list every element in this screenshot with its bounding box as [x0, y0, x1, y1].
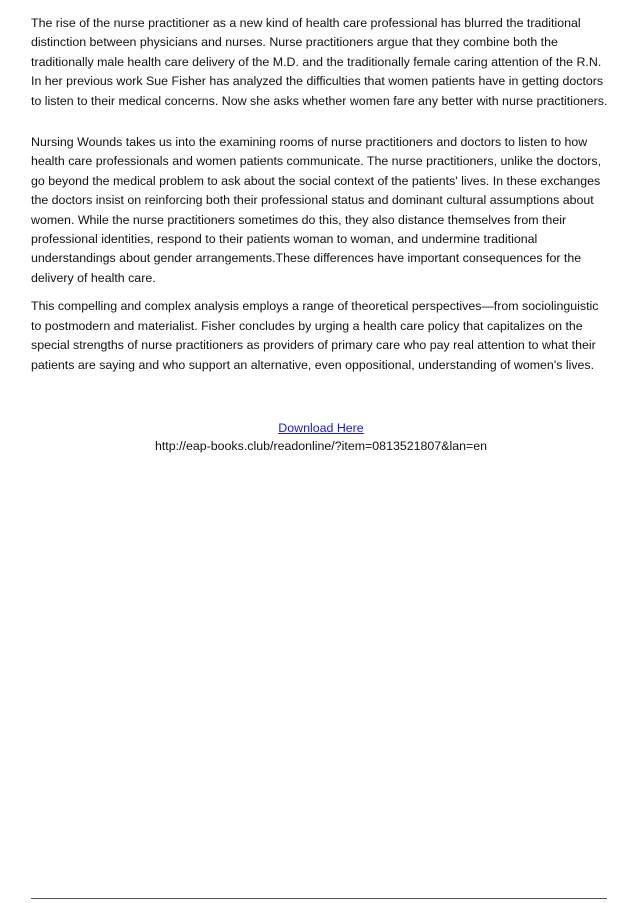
description-paragraph-1: The rise of the nurse practitioner as a new kind of health care professional has blurred the traditional distinction between physicians and nurses. Nurse practitioners argue that they combine both the traditionally male health care delivery of the M.D. and the traditionally female caring attention of the R.N. In her previous work Sue Fisher has analyzed the difficulties that women patients have in getting doctors to listen to their medical concerns. Now she asks whether women fare any better with nurse practitioners.	[31, 16, 608, 108]
document-body	[31, 14, 611, 455]
description-paragraph-2: Nursing Wounds takes us into the examining rooms of nurse practitioners and doctors to listen to how health care professionals and women patients communicate. The nurse practitioners, unlike the doctors, go beyond the medical problem to ask about the social context of the patients' lives. In these exchanges the doctors insist on reinforcing both their professional status and dominant cultural assumptions about women. While the nurse practitioners sometimes do this, they also distance themselves from their professional identities, respond to their patients woman to woman, and undermine traditional understandings about gender arrangements.These differences have important consequences for the delivery of health care.	[31, 135, 602, 285]
download-section	[31, 419, 611, 437]
download-url-text: http://eap-books.club/readonline/?item=0813521807&lan=en	[154, 438, 488, 453]
description-paragraph-3: This compelling and complex analysis employs a range of theoretical perspectives—from sociolinguistic to postmodern and materialist. Fisher concludes by urging a health care policy that capitalizes on the special strengths of nurse practitioners as providers of primary care who pay real attention to what their patients are saying and who support an alternative, even oppositional, understanding of women's lives.	[31, 299, 599, 372]
download-link[interactable]: Download Here	[278, 420, 364, 435]
footer-divider	[31, 898, 607, 899]
